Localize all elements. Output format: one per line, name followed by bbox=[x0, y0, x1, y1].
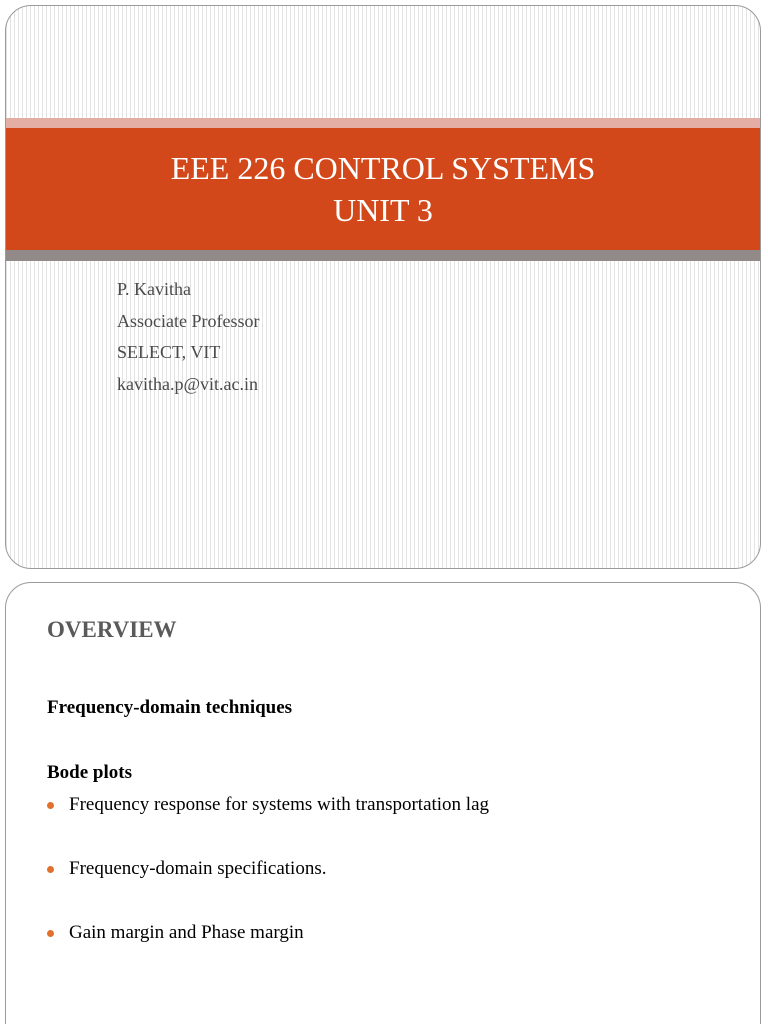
bullet-icon bbox=[47, 802, 54, 809]
author-position: Associate Professor bbox=[117, 310, 260, 331]
title-band-bottom-stripe bbox=[6, 250, 760, 261]
slide-title-line1: EEE 226 CONTROL SYSTEMS bbox=[170, 150, 596, 186]
overview-slide bbox=[5, 582, 761, 1024]
bullet-icon bbox=[47, 930, 54, 937]
author-name: P. Kavitha bbox=[117, 279, 191, 299]
overview-title: OVERVIEW bbox=[47, 617, 177, 642]
subheading-frequency-domain: Frequency-domain techniques bbox=[47, 697, 293, 718]
subheading-bode-plots: Bode plots bbox=[47, 762, 132, 783]
list-item-text: Frequency-domain specifications. bbox=[69, 858, 327, 879]
title-band bbox=[6, 128, 760, 250]
list-item bbox=[47, 858, 326, 880]
list-item bbox=[47, 922, 304, 944]
list-item-text: Frequency response for systems with transportation lag bbox=[69, 794, 490, 815]
author-email: kavitha.p@vit.ac.in bbox=[117, 373, 259, 394]
title-band-top-stripe bbox=[6, 118, 760, 128]
bullet-icon bbox=[47, 866, 54, 873]
author-school: SELECT, VIT bbox=[117, 342, 221, 362]
author-block bbox=[117, 274, 259, 400]
title-slide bbox=[5, 5, 761, 569]
list-item bbox=[47, 794, 489, 816]
list-item-text: Gain margin and Phase margin bbox=[69, 922, 304, 943]
slide-title-line2: UNIT 3 bbox=[333, 192, 433, 228]
